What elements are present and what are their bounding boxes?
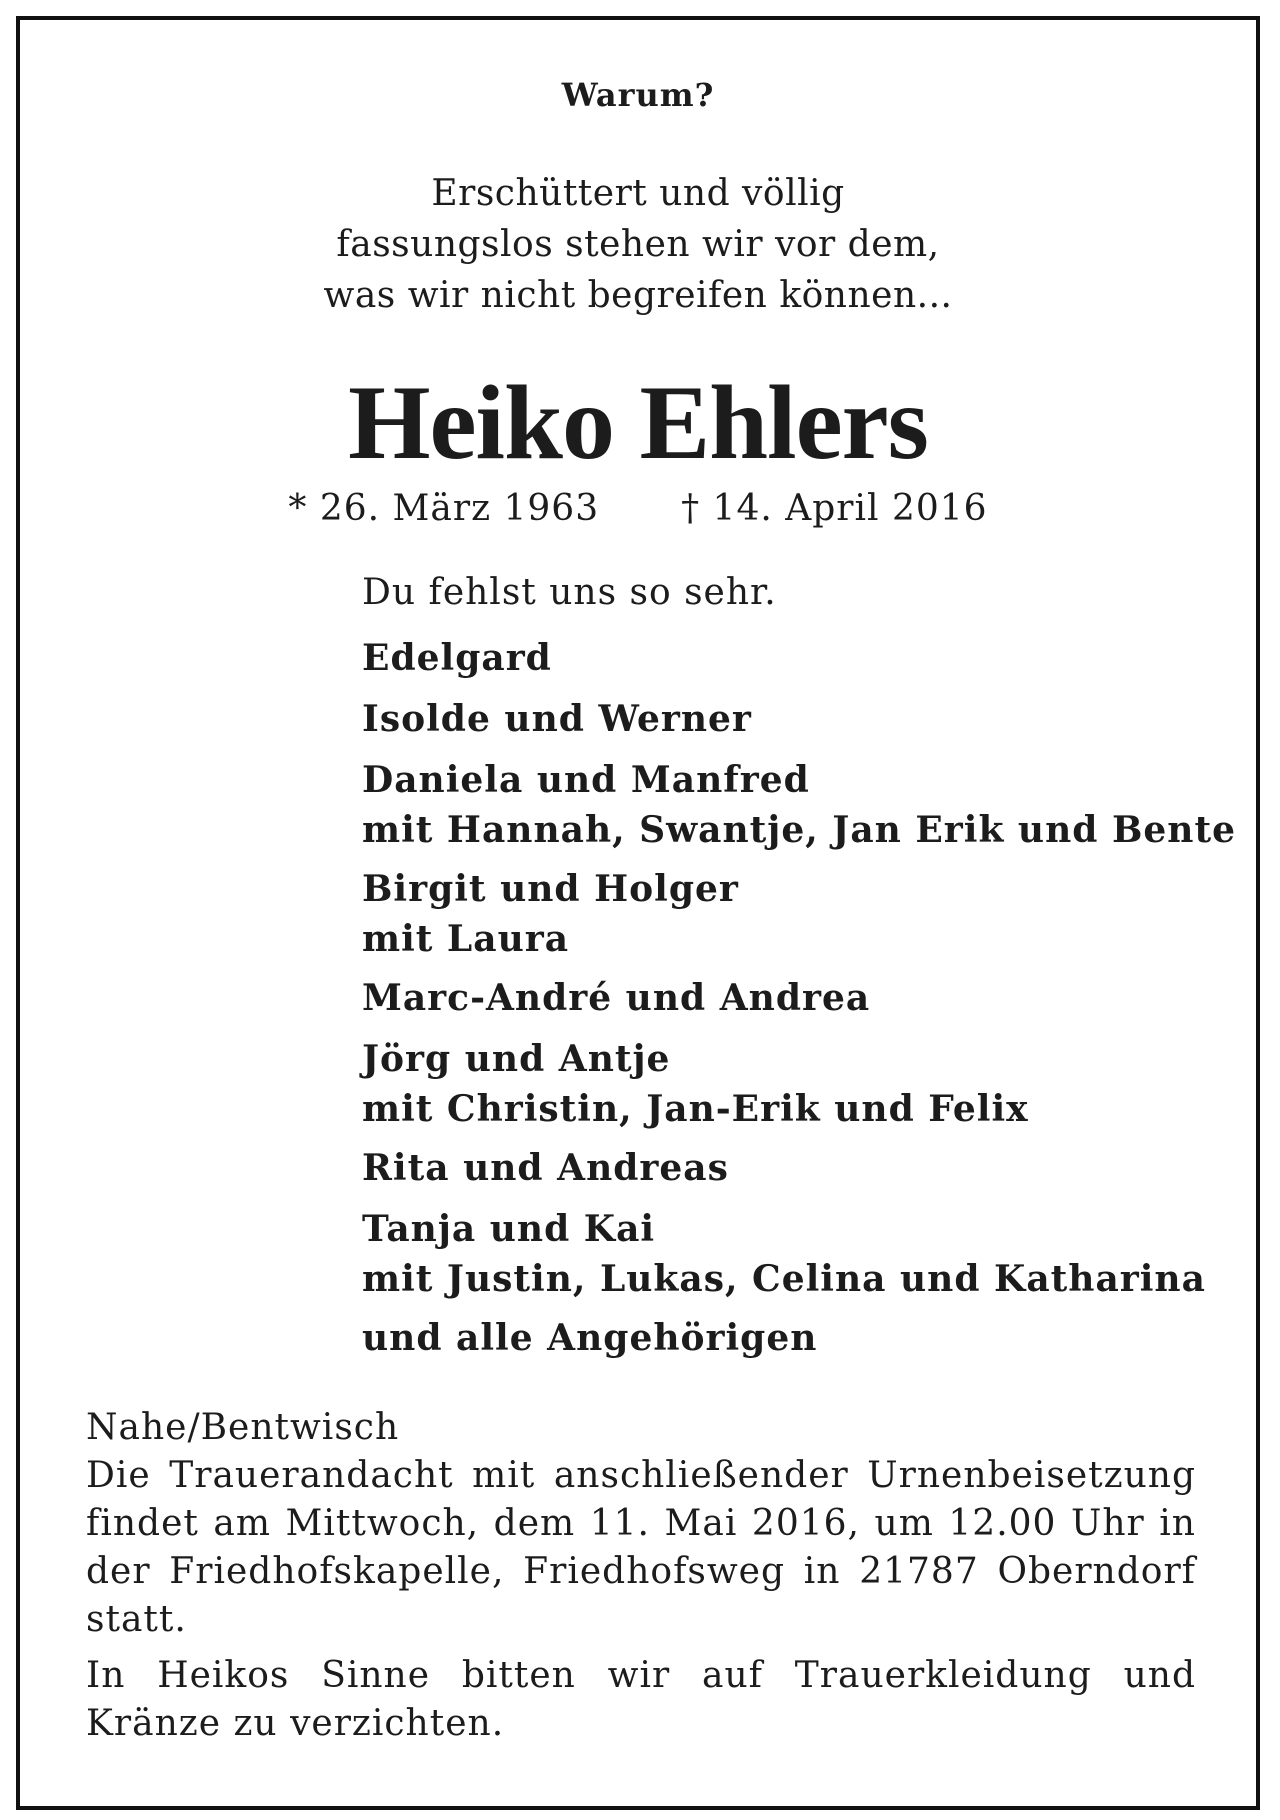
mourner-line: Daniela und Manfred xyxy=(362,759,810,801)
notice-content xyxy=(20,20,1256,1806)
verse xyxy=(20,168,1256,321)
mourner-line: mit Laura xyxy=(362,918,570,960)
verse-line: was wir nicht begreifen können... xyxy=(323,275,953,316)
mourner-group xyxy=(362,1313,1242,1364)
service-info xyxy=(86,1404,1196,1748)
life-dates xyxy=(20,488,1256,529)
mourner-line: und alle Angehörigen xyxy=(362,1317,818,1359)
mourner-group xyxy=(362,755,1242,854)
mourner-line: mit Hannah, Swantje, Jan Erik und Bente xyxy=(362,809,1237,851)
service-details: Die Trauerandacht mit anschließender Urnenbeisetzung findet am Mittwoch, dem 11. Mai 2016, um 12.00 Uhr in der Friedhofskapelle, Friedhofsweg in 21787 Oberndorf statt. xyxy=(86,1455,1196,1640)
mourners-list xyxy=(362,572,1242,1374)
mourner-group xyxy=(362,1143,1242,1194)
mourner-group xyxy=(362,864,1242,963)
missing-line: Du fehlst uns so sehr. xyxy=(362,572,777,613)
mourner-group xyxy=(362,1204,1242,1303)
mourner-line: Isolde und Werner xyxy=(362,698,752,740)
mourner-group xyxy=(362,694,1242,745)
mourner-line: Tanja und Kai xyxy=(362,1208,656,1250)
mourner-group xyxy=(362,1034,1242,1133)
obituary-notice xyxy=(16,16,1260,1810)
verse-line: fassungslos stehen wir vor dem, xyxy=(336,224,940,265)
mourner-line: mit Christin, Jan-Erik und Felix xyxy=(362,1088,1029,1130)
mourner-group xyxy=(362,973,1242,1024)
mourner-line: mit Justin, Lukas, Celina und Katharina xyxy=(362,1258,1206,1300)
deceased-name: Heiko Ehlers xyxy=(348,364,928,481)
mourner-line: Edelgard xyxy=(362,637,552,679)
mourner-line: Jörg und Antje xyxy=(362,1038,671,1080)
mourner-group xyxy=(362,633,1242,684)
verse-line: Erschüttert und völlig xyxy=(431,173,845,214)
mourner-line: Birgit und Holger xyxy=(362,868,739,910)
mourner-line: Rita und Andreas xyxy=(362,1147,729,1189)
place-line: Nahe/Bentwisch xyxy=(86,1407,400,1448)
mourner-line: Marc-André und Andrea xyxy=(362,977,871,1019)
death-date: † 14. April 2016 xyxy=(681,488,988,529)
attire-request: In Heikos Sinne bitten wir auf Trauerkleidung und Kränze zu verzichten. xyxy=(86,1655,1196,1744)
heading: Warum? xyxy=(561,76,715,114)
birth-date: * 26. März 1963 xyxy=(288,488,600,529)
